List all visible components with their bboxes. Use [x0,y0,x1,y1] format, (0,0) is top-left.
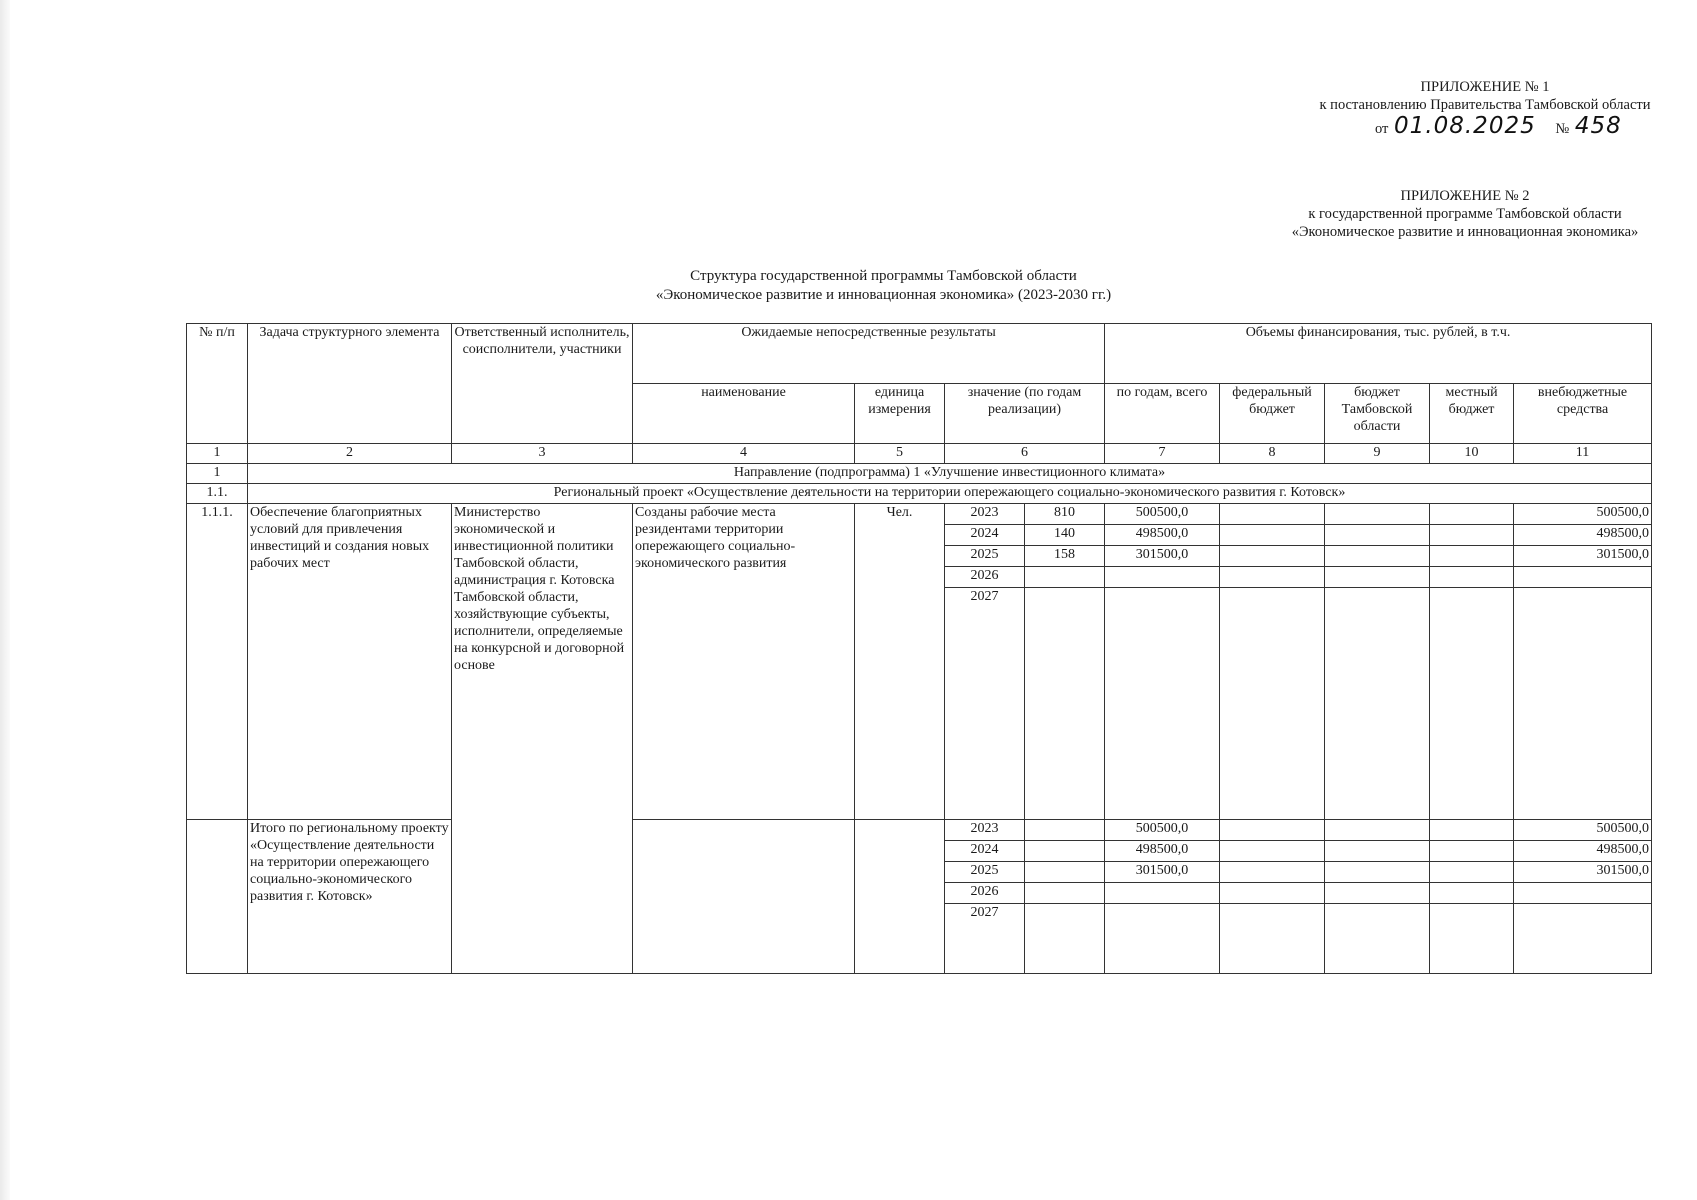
fin-federal-cell [1220,588,1325,820]
header-result-name: наименование [633,384,855,444]
year-cell: 2025 [945,862,1025,883]
fin-extra-cell: 498500,0 [1514,841,1652,862]
value-cell [1025,588,1105,820]
fin-extra-cell [1514,904,1652,974]
annex-1-block [1240,78,1697,114]
item-task: Обеспечение благоприятных условий для привлечения инвестиций и создания новых рабочих мест [248,504,452,820]
project-num: 1.1. [187,484,248,504]
value-cell: 140 [1025,525,1105,546]
direction-row [187,464,1652,484]
fin-local-cell [1430,504,1514,525]
number-label: № [1555,121,1570,137]
table-row [187,504,1652,525]
fin-regional-cell [1325,862,1430,883]
fin-local-cell [1430,546,1514,567]
fin-regional-cell [1325,904,1430,974]
value-cell [1025,862,1105,883]
column-number: 4 [633,444,855,464]
fin-extra-cell: 498500,0 [1514,525,1652,546]
fin-local-cell [1430,841,1514,862]
fin-federal-cell [1220,525,1325,546]
fin-extra-cell [1514,883,1652,904]
fin-local-cell [1430,904,1514,974]
item-unit: Чел. [855,504,945,820]
fin-regional-cell [1325,883,1430,904]
value-cell: 810 [1025,504,1105,525]
project-text: Региональный проект «Осуществление деятельности на территории опережающего социально-экономического развития г. Котовск» [248,484,1652,504]
header-results: Ожидаемые непосредственные результаты [633,324,1105,384]
value-cell [1025,904,1105,974]
fin-federal-cell [1220,567,1325,588]
column-number: 2 [248,444,452,464]
fin-total-cell [1105,588,1220,820]
from-label: от [1375,121,1389,137]
fin-regional-cell [1325,546,1430,567]
annex-2-title: ПРИЛОЖЕНИЕ № 2 [1400,188,1530,204]
year-cell: 2023 [945,820,1025,841]
fin-federal-cell [1220,904,1325,974]
header-responsible: Ответственный исполнитель, соисполнители, участники [452,324,633,444]
column-number: 7 [1105,444,1220,464]
year-cell: 2023 [945,504,1025,525]
column-number: 11 [1514,444,1652,464]
fin-local-cell [1430,883,1514,904]
year-cell: 2026 [945,883,1025,904]
year-cell: 2027 [945,904,1025,974]
year-cell: 2024 [945,525,1025,546]
total-row [187,820,1652,841]
header-fin-regional: бюджет Тамбовской области [1325,384,1430,444]
column-number: 5 [855,444,945,464]
total-result-name [633,820,855,974]
document-title-line1: Структура государственной программы Тамбовской области [690,268,1077,284]
fin-federal-cell [1220,862,1325,883]
fin-extra-cell: 301500,0 [1514,546,1652,567]
fin-regional-cell [1325,841,1430,862]
project-row [187,484,1652,504]
handwritten-date: 01.08.2025 [1394,113,1536,139]
annex-2-line2: к государственной программе Тамбовской области [1308,206,1622,222]
header-fin-total: по годам, всего [1105,384,1220,444]
document-title [0,267,1697,305]
column-number: 1 [187,444,248,464]
fin-local-cell [1430,588,1514,820]
header-financing: Объемы финансирования, тыс. рублей, в т.ч. [1105,324,1652,384]
fin-extra-cell [1514,567,1652,588]
value-cell [1025,567,1105,588]
header-result-unit: единица измерения [855,384,945,444]
direction-num: 1 [187,464,248,484]
total-label: Итого по региональному проекту «Осуществление деятельности на территории опережающего социально-экономического развития г. Котовск» [248,820,452,974]
fin-extra-cell: 500500,0 [1514,820,1652,841]
header-task: Задача структурного элемента [248,324,452,444]
fin-total-cell: 498500,0 [1105,841,1220,862]
value-cell [1025,820,1105,841]
annex-1-date-line [1375,113,1622,139]
fin-federal-cell [1220,546,1325,567]
fin-total-cell: 301500,0 [1105,862,1220,883]
item-num: 1.1.1. [187,504,248,820]
total-unit [855,820,945,974]
total-num [187,820,248,974]
column-number: 8 [1220,444,1325,464]
item-result-name: Созданы рабочие места резидентами территории опережающего социально-экономического развития [633,504,855,820]
value-cell [1025,841,1105,862]
column-number: 3 [452,444,633,464]
fin-total-cell [1105,904,1220,974]
header-fin-federal: федеральный бюджет [1220,384,1325,444]
direction-text: Направление (подпрограмма) 1 «Улучшение инвестиционного климата» [248,464,1652,484]
fin-federal-cell [1220,820,1325,841]
fin-regional-cell [1325,820,1430,841]
header-row-1 [187,324,1652,384]
document-title-line2: «Экономическое развитие и инновационная экономика» (2023-2030 гг.) [655,287,1112,303]
column-number-row [187,444,1652,464]
fin-federal-cell [1220,504,1325,525]
fin-total-cell: 301500,0 [1105,546,1220,567]
fin-federal-cell [1220,841,1325,862]
fin-extra-cell: 500500,0 [1514,504,1652,525]
header-fin-local: местный бюджет [1430,384,1514,444]
fin-extra-cell [1514,588,1652,820]
fin-regional-cell [1325,567,1430,588]
header-result-value: значение (по годам реализации) [945,384,1105,444]
fin-local-cell [1430,862,1514,883]
annex-1-title: ПРИЛОЖЕНИЕ № 1 [1420,79,1550,95]
annex-2-block [1210,187,1697,241]
fin-total-cell [1105,883,1220,904]
year-cell: 2025 [945,546,1025,567]
fin-total-cell [1105,567,1220,588]
handwritten-number: 458 [1574,113,1622,139]
fin-total-cell: 498500,0 [1105,525,1220,546]
year-cell: 2026 [945,567,1025,588]
year-cell: 2024 [945,841,1025,862]
fin-extra-cell: 301500,0 [1514,862,1652,883]
column-number: 10 [1430,444,1514,464]
fin-local-cell [1430,525,1514,546]
item-responsible: Министерство экономической и инвестиционной политики Тамбовской области, администрация г. Котовска Тамбовской области, хозяйствующие субъекты, исполнители, определяемые на конкурсной и договорной основе [452,504,633,974]
fin-regional-cell [1325,525,1430,546]
value-cell [1025,883,1105,904]
fin-local-cell [1430,820,1514,841]
header-fin-extra: внебюджетные средства [1514,384,1652,444]
header-num: № п/п [187,324,248,444]
scan-edge [0,0,10,1200]
fin-federal-cell [1220,883,1325,904]
column-number: 6 [945,444,1105,464]
fin-regional-cell [1325,588,1430,820]
year-cell: 2027 [945,588,1025,820]
annex-1-subtitle: к постановлению Правительства Тамбовской области [1319,97,1651,113]
column-number: 9 [1325,444,1430,464]
fin-total-cell: 500500,0 [1105,504,1220,525]
annex-2-line3: «Экономическое развитие и инновационная экономика» [1291,224,1639,240]
fin-local-cell [1430,567,1514,588]
structure-table [186,323,1652,974]
value-cell: 158 [1025,546,1105,567]
fin-total-cell: 500500,0 [1105,820,1220,841]
fin-regional-cell [1325,504,1430,525]
